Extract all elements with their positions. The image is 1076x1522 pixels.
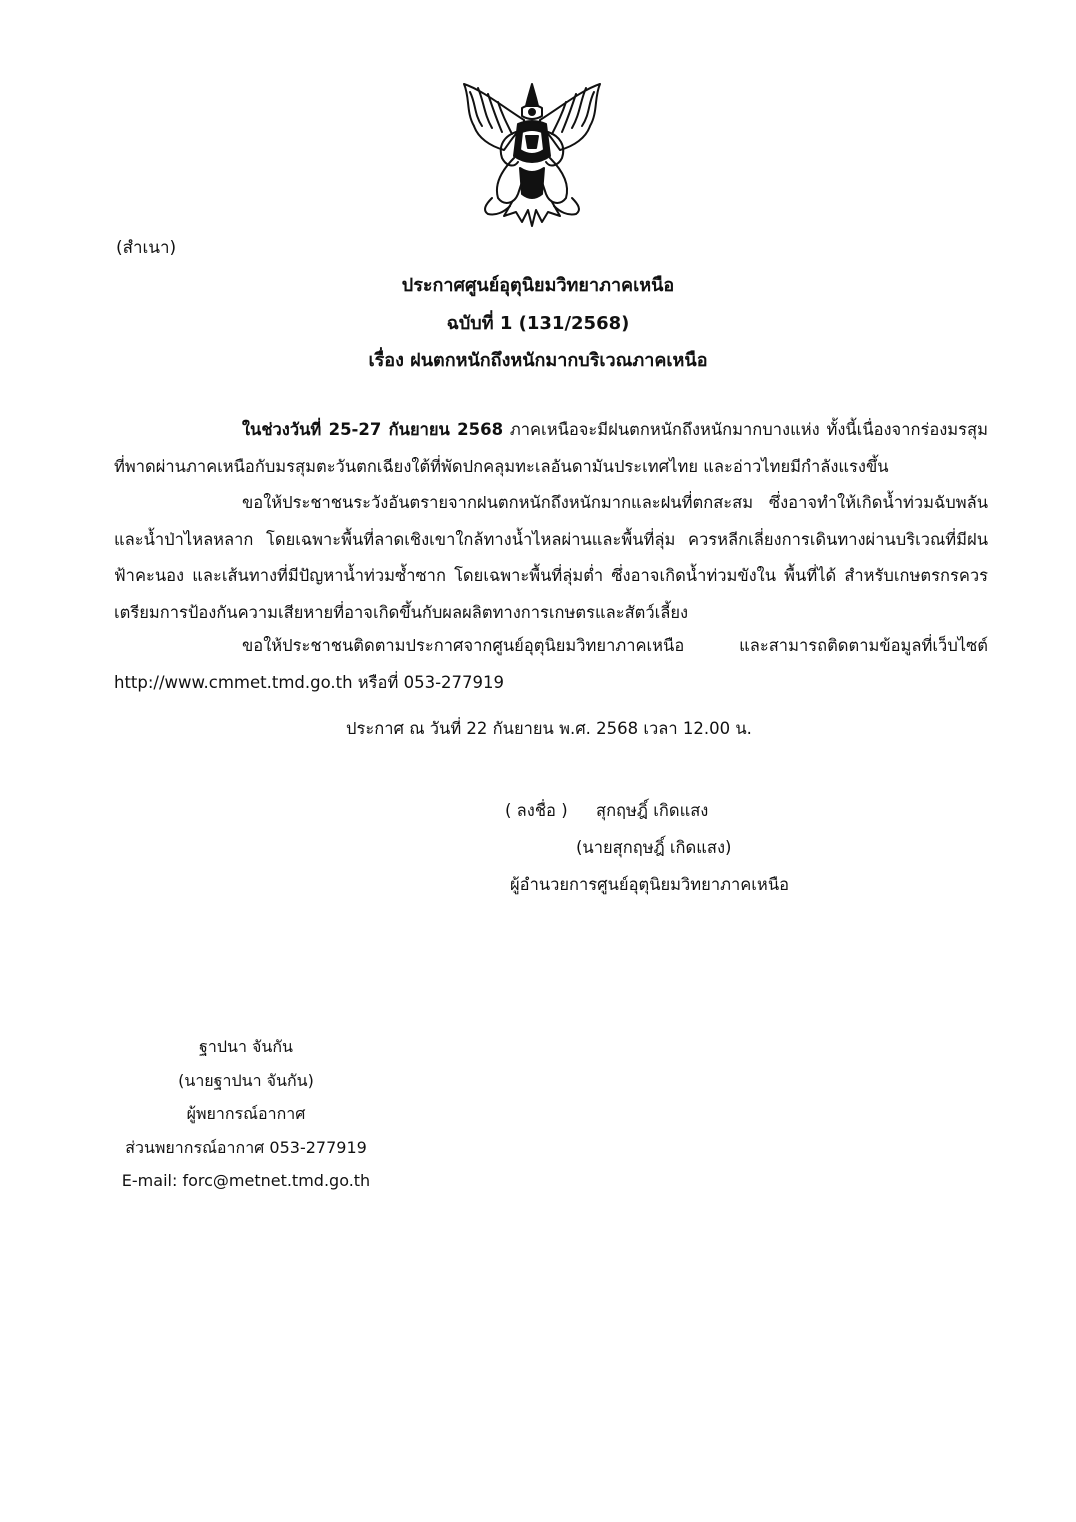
body-paragraph-3 [114, 628, 988, 701]
signature-name: สุกฤษฎิ์ เกิดแสง [596, 801, 709, 820]
body-paragraph-2 [114, 485, 988, 631]
garuda-emblem-icon [452, 76, 612, 234]
signatory-full-name: (นายสุกฤษฎิ์ เกิดแสง) [576, 838, 732, 857]
announcement-subject: เรื่อง ฝนตกหนักถึงหนักมากบริเวณภาคเหนือ [368, 350, 708, 371]
announcement-date: ประกาศ ณ วันที่ 22 กันยายน พ.ศ. 2568 เวลา 12.00 น. [346, 719, 752, 738]
signature-label: ( ลงชื่อ ) [505, 801, 568, 820]
forecaster-name: ฐาปนา จันกัน [199, 1037, 293, 1056]
forecaster-department: ส่วนพยากรณ์อากาศ 053-277919 [125, 1137, 367, 1157]
forecaster-email: E-mail: forc@metnet.tmd.go.th [121, 1171, 371, 1190]
body-paragraph-1-text: ภาคเหนือจะมีฝนตกหนักถึงหนักมากบางแห่ง ทั้งนี้เนื่องจากร่องมรสุมที่พาดผ่านภาคเหนือกับมรสุมตะวันตกเฉียงใต้ที่พัดปกคลุมทะเลอันดามันประเทศไทย และอ่าวไทยมีกำลังแรงขึ้น [114, 420, 988, 476]
body-paragraph-3-text: ขอให้ประชาชนติดตามประกาศจากศูนย์อุตุนิยมวิทยาภาคเหนือ และสามารถติดตามข้อมูลที่เว็บไซต์ http://www.cmmet.tmd.go.th หรือที่ 053-277919 [114, 636, 988, 692]
copy-label: (สำเนา) [116, 238, 177, 258]
body-paragraph-1 [114, 412, 988, 485]
forecaster-full-name: (นายฐาปนา จันกัน) [178, 1070, 314, 1090]
announcement-title: ประกาศศูนย์อุตุนิยมวิทยาภาคเหนือ [401, 275, 675, 296]
date-range-highlight: ในช่วงวันที่ 25-27 กันยายน 2568 [242, 420, 504, 439]
signatory-position: ผู้อำนวยการศูนย์อุตุนิยมวิทยาภาคเหนือ [510, 875, 790, 894]
body-paragraph-2-text: ขอให้ประชาชนระวังอันตรายจากฝนตกหนักถึงหนักมากและฝนที่ตกสะสม ซึ่งอาจทำให้เกิดน้ำท่วมฉับพลันและน้ำป่าไหลหลาก โดยเฉพาะพื้นที่ลาดเชิงเขาใกล้ทางน้ำไหลผ่านและพื้นที่ลุ่ม ควรหลีกเลี่ยงการเดินทางผ่านบริเวณที่มีฝนฟ้าคะนอง และเส้นทางที่มีปัญหาน้ำท่วมซ้ำซาก โดยเฉพาะพื้นที่ลุ่มต่ำ ซึ่งอาจเกิดน้ำท่วมขังใน พื้นที่ได้ สำหรับเกษตรกรควรเตรียมการป้องกันความเสียหายที่อาจเกิดขึ้นกับผลผลิตทางการเกษตรและสัตว์เลี้ยง [114, 493, 988, 622]
announcement-number: ฉบับที่ 1 (131/2568) [446, 313, 630, 334]
forecaster-title: ผู้พยากรณ์อากาศ [186, 1104, 306, 1123]
